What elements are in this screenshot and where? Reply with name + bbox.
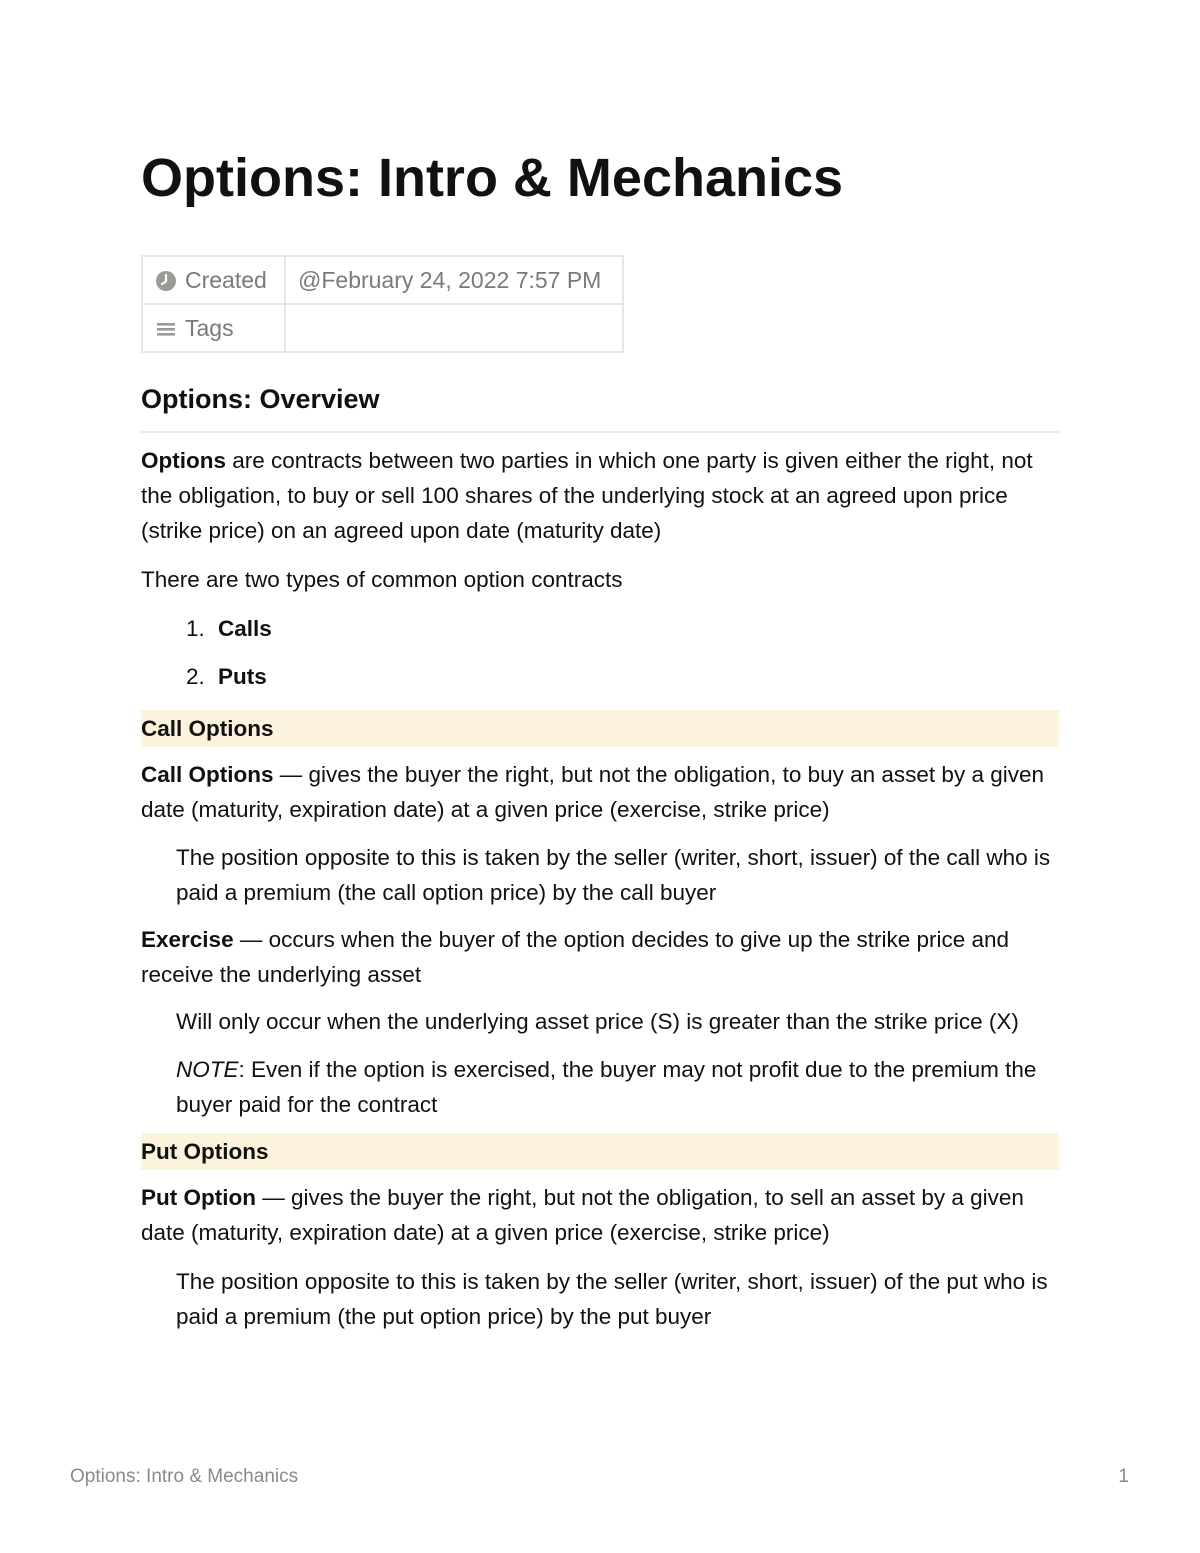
call-options-heading: Call Options [141,716,274,741]
list-number: 2. [186,664,205,689]
exercise-definition-text: — occurs when the buyer of the option decides to give up the strike price and receive the underlying asset [141,927,1010,987]
page-title: Options: Intro & Mechanics [141,148,844,208]
exercise-term: Exercise [141,927,234,952]
call-options-term: Call Options [141,762,274,787]
exercise-definition [141,922,1061,992]
put-option-definition-text: — gives the buyer the right, but not the obligation, to sell an asset by a given date (maturity, expiration date) at a given price (exercise, strike price) [141,1185,1024,1245]
property-key-label: Tags [185,314,234,341]
list-icon [155,318,177,340]
put-opposite-position: The position opposite to this is taken by the seller (writer, short, issuer) of the put who is paid a premium (the put option price) by the put buyer [176,1269,1048,1329]
property-key-label: Created [185,266,267,293]
property-row-created [142,256,623,304]
put-options-callout [141,1133,1059,1170]
property-key-tags[interactable] [142,304,285,352]
exercise-note [176,1052,1066,1122]
property-row-tags [142,304,623,352]
properties-table [141,255,624,353]
footer-document-title: Options: Intro & Mechanics [70,1466,299,1487]
property-key-created[interactable] [142,256,285,304]
put-options-heading: Put Options [141,1139,269,1164]
call-options-definition [141,757,1061,827]
options-definition-text: are contracts between two parties in which one party is given either the right, not the obligation, to buy or sell 100 shares of the underlying stock at an agreed upon price (strike price) on an agreed upon date (maturity date) [141,448,1033,543]
property-value-tags[interactable] [285,304,623,352]
list-label: Calls [218,616,272,641]
call-opposite-position: The position opposite to this is taken by the seller (writer, short, issuer) of the call who is paid a premium (the call option price) by the call buyer [176,845,1051,905]
list-label: Puts [218,664,267,689]
option-types-intro: There are two types of common option contracts [141,567,623,592]
put-option-definition [141,1180,1061,1250]
list-number: 1. [186,616,205,641]
overview-heading: Options: Overview [141,384,380,414]
note-label: NOTE [176,1057,239,1082]
clock-icon [155,270,177,292]
note-text: : Even if the option is exercised, the buyer may not profit due to the premium the buyer paid for the contract [176,1057,1037,1117]
list-item-puts [186,659,267,694]
put-option-term: Put Option [141,1185,256,1210]
heading-divider [141,431,1059,433]
call-options-definition-text: — gives the buyer the right, but not the obligation, to buy an asset by a given date (maturity, expiration date) at a given price (exercise, strike price) [141,762,1044,822]
call-options-callout [141,710,1059,747]
options-term: Options [141,448,226,473]
options-definition [141,443,1061,548]
exercise-condition: Will only occur when the underlying asset price (S) is greater than the strike price (X) [176,1009,1019,1034]
list-item-calls [186,611,272,646]
footer-page-number: 1 [1118,1466,1129,1487]
property-value-created[interactable]: @February 24, 2022 7:57 PM [285,256,623,304]
